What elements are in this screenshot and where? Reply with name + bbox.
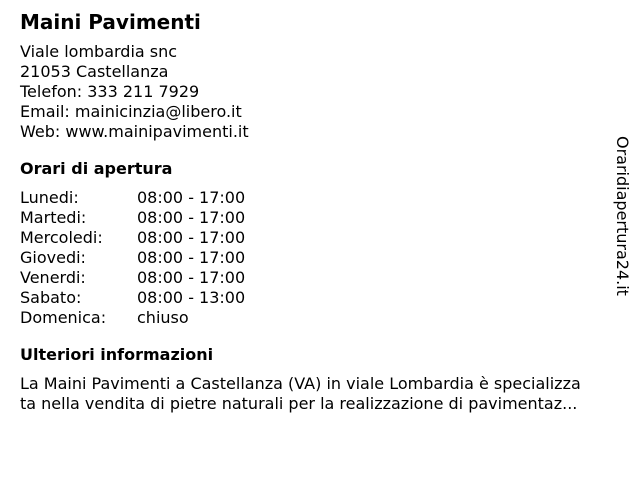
day-label: Giovedi: xyxy=(20,248,86,267)
more-info-line: La Maini Pavimenti a Castellanza (VA) in viale Lombardia è specializza xyxy=(20,374,581,393)
more-info-line: ta nella vendita di pietre naturali per la realizzazione di pavimentaz... xyxy=(20,394,578,413)
day-hours: 08:00 - 17:00 xyxy=(137,188,246,207)
day-label: Venerdi: xyxy=(20,268,86,287)
address-block xyxy=(20,42,620,142)
day-label: Domenica: xyxy=(20,308,107,327)
day-hours: 08:00 - 17:00 xyxy=(137,228,246,247)
hours-row xyxy=(20,228,245,248)
phone-number: Telefon: 333 211 7929 xyxy=(20,82,200,101)
day-hours: 08:00 - 17:00 xyxy=(137,208,246,227)
business-name: Maini Pavimenti xyxy=(20,10,201,34)
opening-hours-table xyxy=(20,188,245,328)
day-hours: 08:00 - 17:00 xyxy=(137,248,246,267)
website-address: Web: www.mainipavimenti.it xyxy=(20,122,249,141)
more-info-text xyxy=(20,374,630,414)
hours-row xyxy=(20,248,245,268)
day-hours: 08:00 - 17:00 xyxy=(137,268,246,287)
address-street: Viale lombardia snc xyxy=(20,42,178,61)
email-address: Email: mainicinzia@libero.it xyxy=(20,102,242,121)
day-label: Martedi: xyxy=(20,208,87,227)
business-card xyxy=(20,10,620,414)
opening-hours-heading: Orari di apertura xyxy=(20,159,173,178)
day-hours: chiuso xyxy=(137,308,189,327)
day-hours: 08:00 - 13:00 xyxy=(137,288,246,307)
hours-row xyxy=(20,308,245,328)
hours-row xyxy=(20,188,245,208)
day-label: Mercoledi: xyxy=(20,228,103,247)
address-city: 21053 Castellanza xyxy=(20,62,169,81)
hours-row xyxy=(20,288,245,308)
site-watermark: Oraridiapertura24.it xyxy=(613,136,632,296)
day-label: Sabato: xyxy=(20,288,82,307)
hours-row xyxy=(20,268,245,288)
more-info-heading: Ulteriori informazioni xyxy=(20,345,214,364)
day-label: Lunedi: xyxy=(20,188,79,207)
hours-row xyxy=(20,208,245,228)
